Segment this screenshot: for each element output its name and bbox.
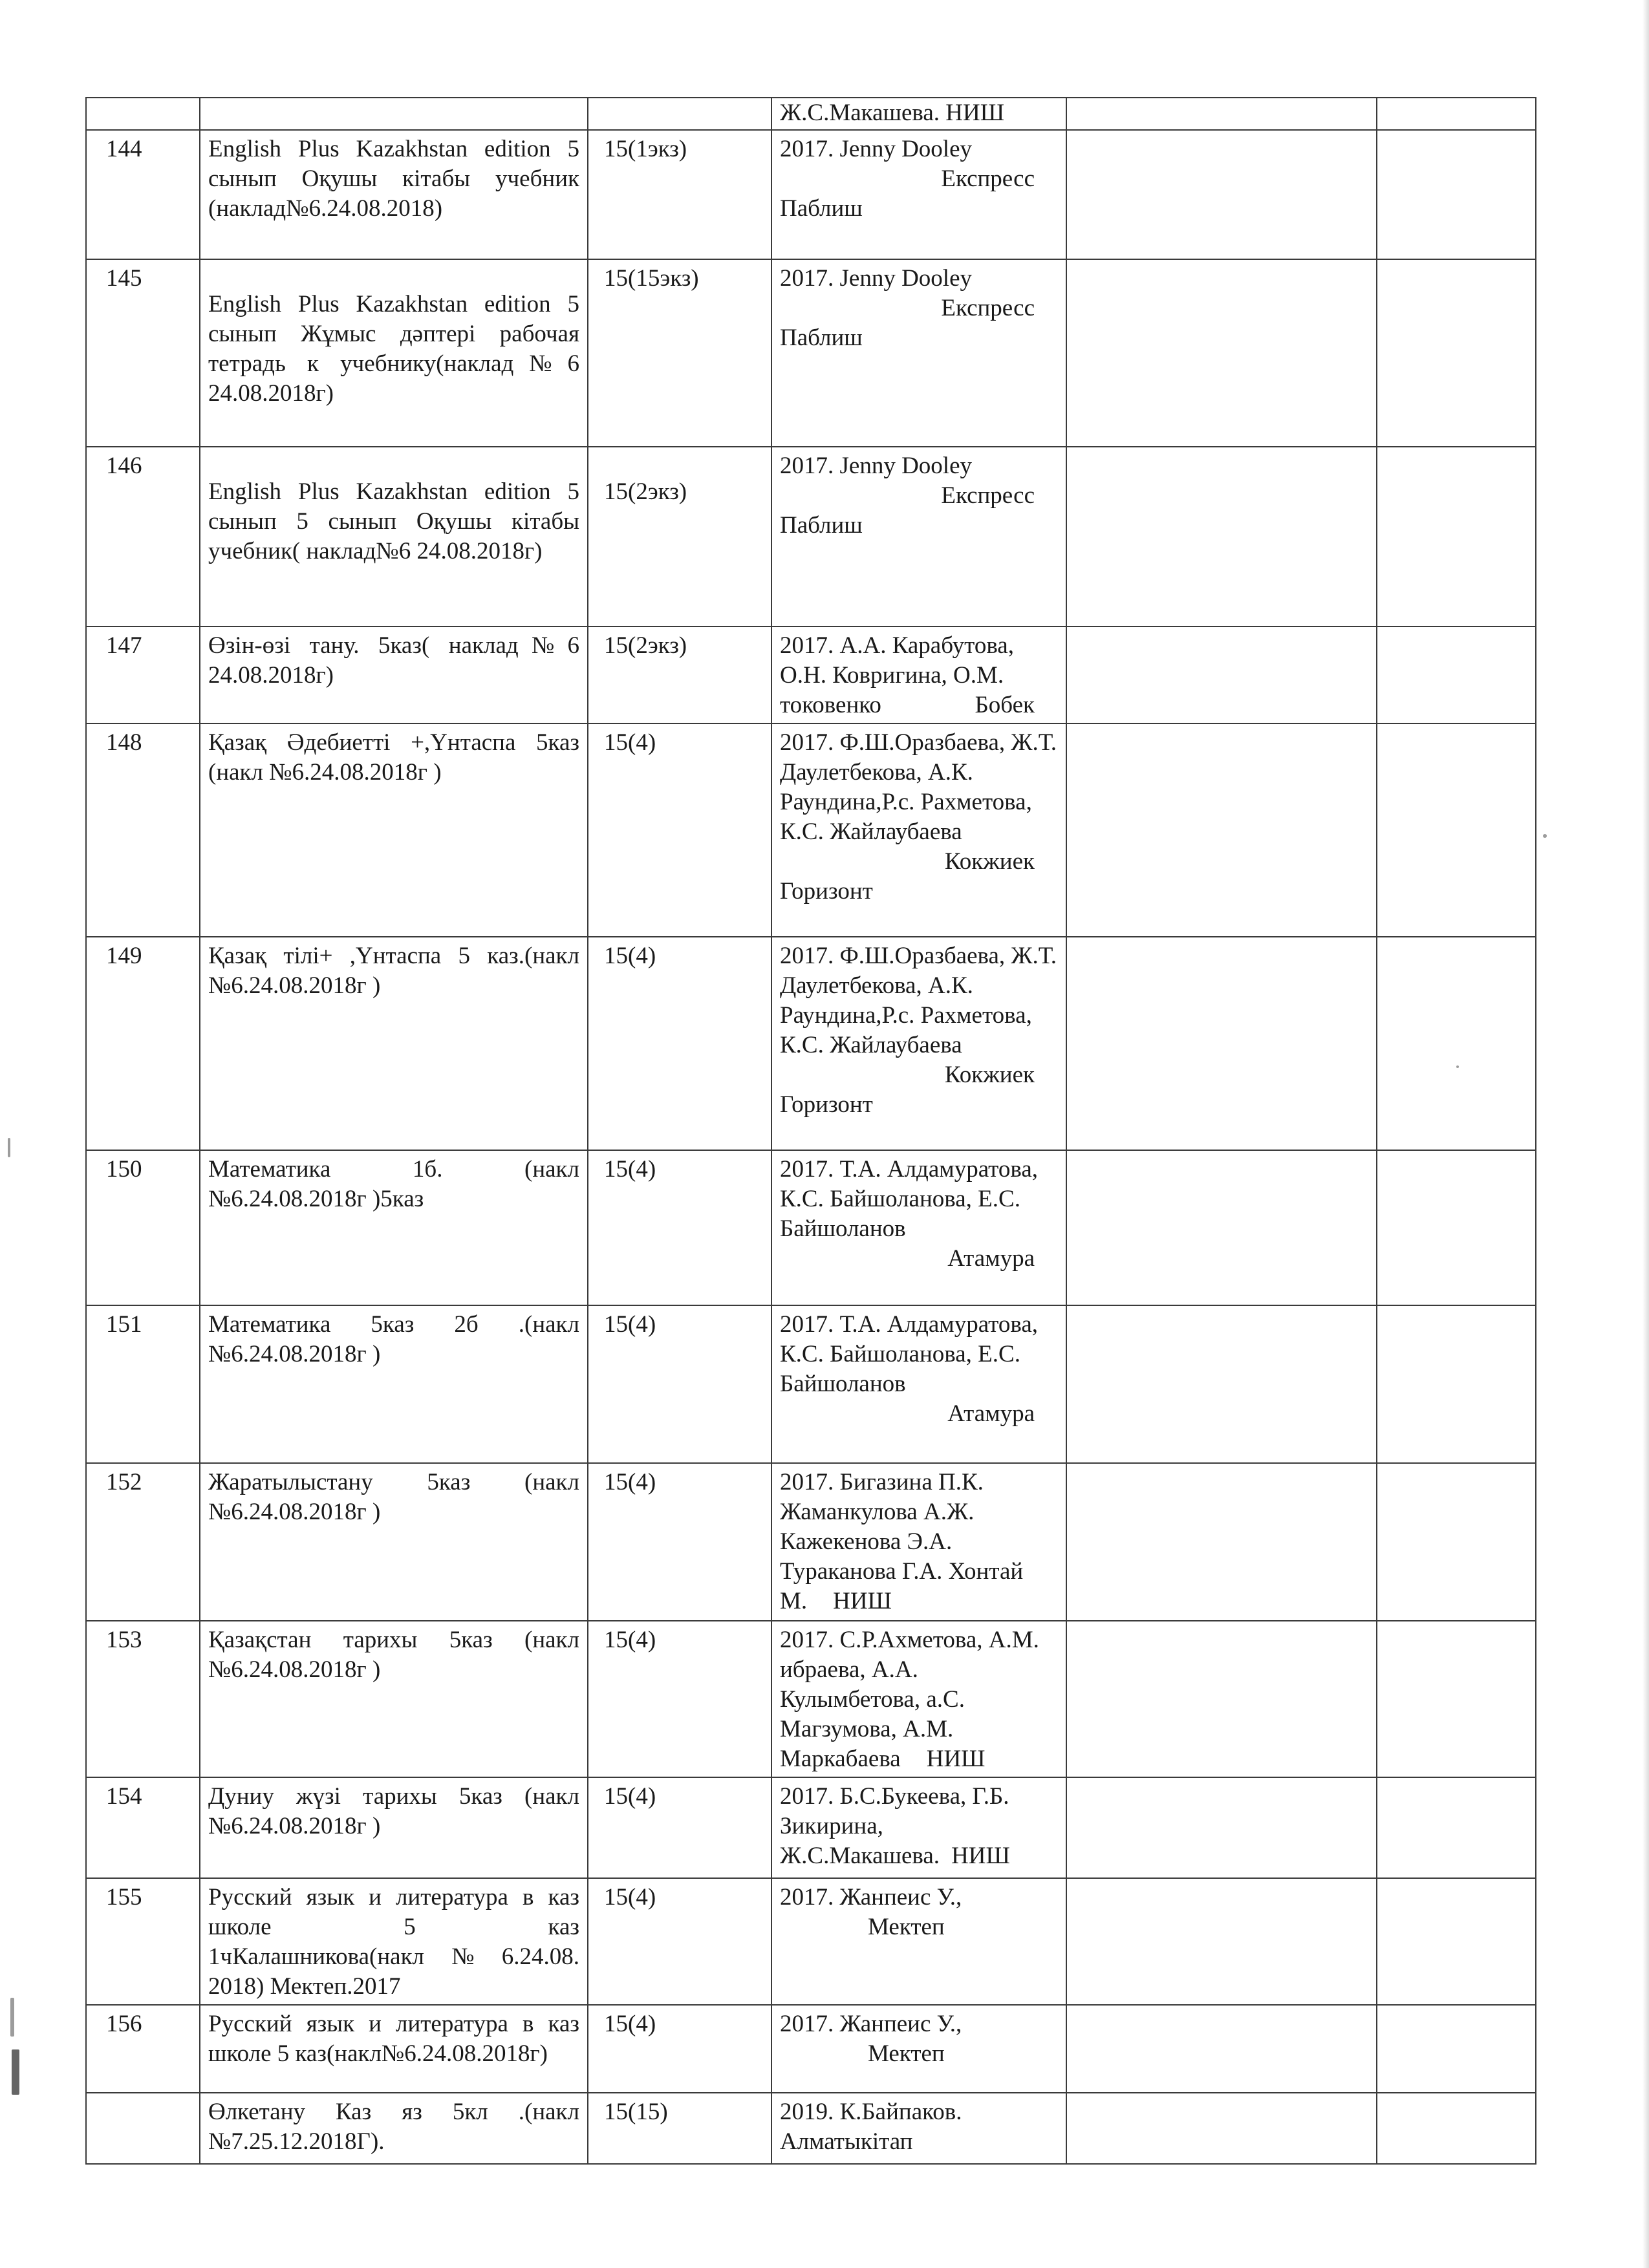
table-row bbox=[86, 626, 1536, 723]
book-title bbox=[200, 1621, 588, 1777]
empty-cell bbox=[1377, 98, 1536, 130]
textbook-table bbox=[85, 97, 1536, 2165]
row-number: 150 bbox=[86, 1150, 200, 1305]
book-title bbox=[200, 1777, 588, 1878]
empty-cell bbox=[1377, 937, 1536, 1150]
scan-speck bbox=[1456, 1065, 1459, 1068]
book-title-text: Математика 1б. (накл №6.24.08.2018г )5каз bbox=[208, 1156, 579, 1212]
book-title-text: Өзін-өзі тану. 5каз( наклад№6 24.08.2018г) bbox=[208, 632, 579, 689]
quantity bbox=[588, 447, 771, 626]
publisher-info bbox=[771, 1463, 1066, 1621]
empty-cell bbox=[1066, 98, 1377, 130]
empty-cell bbox=[1377, 1777, 1536, 1878]
publisher-info bbox=[771, 259, 1066, 447]
publishing-house: Атамура bbox=[947, 1245, 1035, 1272]
publishing-house: НИШ bbox=[926, 1746, 986, 1772]
publisher-info bbox=[771, 1305, 1066, 1463]
publisher-authors: 2017. С.Р.Ахметова, А.М. ибраева, А.А. Кулымбетова, а.С. Магзумова, А.М. Маркабаева bbox=[780, 1627, 1039, 1772]
row-number bbox=[86, 98, 200, 130]
book-title-text: English Plus Kazakhstan edition 5 сынып Оқушы кітабы учебник (наклад№6.24.08.2018) bbox=[208, 136, 579, 222]
empty-cell bbox=[1066, 1621, 1377, 1777]
empty-cell bbox=[1377, 1878, 1536, 2005]
book-title bbox=[200, 626, 588, 723]
book-title bbox=[200, 1305, 588, 1463]
book-title bbox=[200, 130, 588, 259]
publishing-house: Мектеп bbox=[868, 1914, 945, 1940]
scan-edge-shadow bbox=[1643, 0, 1649, 2268]
table-row bbox=[86, 447, 1536, 626]
empty-cell bbox=[1377, 626, 1536, 723]
scan-speck bbox=[12, 2049, 19, 2095]
publisher-info bbox=[771, 1777, 1066, 1878]
table-row bbox=[86, 1878, 1536, 2005]
publishing-house: НИШ bbox=[951, 1843, 1010, 1869]
publisher-info bbox=[771, 626, 1066, 723]
publisher-authors: 2017. Т.А. Алдамуратова, К.С. Байшоланова, Е.С. Байшоланов bbox=[780, 1311, 1039, 1397]
publisher-info bbox=[771, 2093, 1066, 2164]
quantity: 15(4) bbox=[588, 937, 771, 1150]
table-row bbox=[86, 1463, 1536, 1621]
row-number: 148 bbox=[86, 723, 200, 937]
book-title bbox=[200, 98, 588, 130]
quantity: 15(4) bbox=[588, 1463, 771, 1621]
quantity: 15(1экз) bbox=[588, 130, 771, 259]
row-number: 152 bbox=[86, 1463, 200, 1621]
table-row bbox=[86, 1150, 1536, 1305]
empty-cell bbox=[1066, 1878, 1377, 2005]
row-number: 151 bbox=[86, 1305, 200, 1463]
row-number: 153 bbox=[86, 1621, 200, 1777]
empty-cell bbox=[1377, 2005, 1536, 2093]
publisher-authors: 2017. Жанпеис У., bbox=[780, 1884, 962, 1910]
empty-cell bbox=[1377, 723, 1536, 937]
table-row bbox=[86, 259, 1536, 447]
publisher-info bbox=[771, 98, 1066, 130]
empty-cell bbox=[1066, 2093, 1377, 2164]
publisher-authors: 2019. К.Байпаков. Алматыкітап bbox=[780, 2099, 962, 2155]
row-number: 155 bbox=[86, 1878, 200, 2005]
publisher-authors: 2017. Ф.Ш.Оразбаева, Ж.Т. Даулетбекова, А.К. Раундина,Р.с. Рахметова, К.С. Жайлаубаева bbox=[780, 943, 1057, 1058]
quantity: 15(4) bbox=[588, 1150, 771, 1305]
publisher-info bbox=[771, 2005, 1066, 2093]
empty-cell bbox=[1066, 130, 1377, 259]
publishing-house: Мектеп bbox=[868, 2040, 945, 2067]
publishing-house: Кокжиек bbox=[944, 848, 1035, 875]
book-title-text: Қазақ Әдебиетті +,Үнтаспа 5каз (накл №6.24.08.2018г ) bbox=[208, 729, 579, 786]
empty-cell bbox=[1066, 626, 1377, 723]
quantity: 15(4) bbox=[588, 1305, 771, 1463]
table-row bbox=[86, 98, 1536, 130]
publishing-house-tail: Горизонт bbox=[780, 878, 873, 904]
publishing-house: НИШ bbox=[833, 1588, 892, 1614]
publisher-info bbox=[771, 1878, 1066, 2005]
book-title bbox=[200, 1463, 588, 1621]
book-title bbox=[200, 1150, 588, 1305]
empty-cell bbox=[1377, 1621, 1536, 1777]
publisher-authors: 2017. Ф.Ш.Оразбаева, Ж.Т. Даулетбекова, А.К. Раундина,Р.с. Рахметова, К.С. Жайлаубаева bbox=[780, 729, 1057, 845]
publishing-house-tail: Паблиш bbox=[780, 325, 863, 351]
quantity: 15(4) bbox=[588, 1878, 771, 2005]
scan-speck bbox=[8, 1138, 10, 1157]
publishing-house: Бобек bbox=[975, 692, 1035, 718]
table-row bbox=[86, 723, 1536, 937]
empty-cell bbox=[1377, 259, 1536, 447]
empty-cell bbox=[1066, 1463, 1377, 1621]
quantity: 15(4) bbox=[588, 723, 771, 937]
row-number: 156 bbox=[86, 2005, 200, 2093]
empty-cell bbox=[1066, 447, 1377, 626]
quantity: 15(2экз) bbox=[588, 626, 771, 723]
book-title-text: Жаратылыстану 5каз (накл №6.24.08.2018г ) bbox=[208, 1469, 579, 1525]
quantity: 15(15экз) bbox=[588, 259, 771, 447]
quantity: 15(4) bbox=[588, 2005, 771, 2093]
book-title bbox=[200, 2005, 588, 2093]
book-title-text: Қазақ тілі+ ,Үнтаспа 5 каз.(накл №6.24.08.2018г ) bbox=[208, 943, 579, 999]
scan-speck bbox=[1543, 834, 1547, 838]
book-title bbox=[200, 447, 588, 626]
empty-cell bbox=[1377, 1463, 1536, 1621]
table-row bbox=[86, 130, 1536, 259]
book-title-text: Математика 5каз 2б .(накл №6.24.08.2018г ) bbox=[208, 1311, 579, 1367]
publisher-info bbox=[771, 447, 1066, 626]
book-title-text: English Plus Kazakhstan edition 5 сынып Жұмыс дәптері рабочая тетрадь к учебнику(наклад№6 24.08.2018г) bbox=[208, 291, 579, 407]
row-number: 147 bbox=[86, 626, 200, 723]
quantity: 15(4) bbox=[588, 1777, 771, 1878]
book-title bbox=[200, 2093, 588, 2164]
book-title-text: Қазақстан тарихы 5каз (накл №6.24.08.2018г ) bbox=[208, 1627, 579, 1683]
publishing-house-tail: Горизонт bbox=[780, 1091, 873, 1118]
table-row bbox=[86, 1305, 1536, 1463]
book-title bbox=[200, 723, 588, 937]
empty-cell bbox=[1377, 2093, 1536, 2164]
table-row bbox=[86, 1621, 1536, 1777]
empty-cell bbox=[1066, 723, 1377, 937]
publisher-authors: 2017. Jenny Dooley bbox=[780, 265, 972, 292]
table-row bbox=[86, 937, 1536, 1150]
book-title bbox=[200, 259, 588, 447]
row-number bbox=[86, 2093, 200, 2164]
empty-cell bbox=[1066, 1305, 1377, 1463]
empty-cell bbox=[1066, 937, 1377, 1150]
publishing-house: Експресс bbox=[941, 482, 1035, 509]
quantity: 15(4) bbox=[588, 1621, 771, 1777]
publisher-authors: 2017. Жанпеис У., bbox=[780, 2011, 962, 2037]
row-number: 146 bbox=[86, 447, 200, 626]
empty-cell bbox=[1377, 447, 1536, 626]
table-row bbox=[86, 1777, 1536, 1878]
book-title-text: Өлкетану Каз яз 5кл .(накл №7.25.12.2018Г). bbox=[208, 2099, 579, 2155]
row-number: 144 bbox=[86, 130, 200, 259]
scan-speck bbox=[10, 1998, 14, 2037]
publishing-house: Кокжиек bbox=[944, 1062, 1035, 1088]
publisher-info bbox=[771, 1621, 1066, 1777]
empty-cell bbox=[1066, 2005, 1377, 2093]
empty-cell bbox=[1066, 1150, 1377, 1305]
publisher-info bbox=[771, 723, 1066, 937]
publisher-authors: 2017. Jenny Dooley bbox=[780, 453, 972, 479]
row-number: 145 bbox=[86, 259, 200, 447]
publisher-authors: 2017. Т.А. Алдамуратова, К.С. Байшоланова, Е.С. Байшоланов bbox=[780, 1156, 1039, 1242]
row-number: 149 bbox=[86, 937, 200, 1150]
empty-cell bbox=[1377, 130, 1536, 259]
publisher-info bbox=[771, 937, 1066, 1150]
book-title-text: Русский язык и литература в каз школе 5 каз(накл№6.24.08.2018г) bbox=[208, 2011, 579, 2067]
empty-cell bbox=[1066, 1777, 1377, 1878]
publisher-info bbox=[771, 130, 1066, 259]
publisher-authors: Ж.С.Макашева. НИШ bbox=[780, 100, 1005, 126]
book-title-text: English Plus Kazakhstan edition 5 сынып 5 сынып Оқушы кітабы учебник( наклад№6 24.08.2018г) bbox=[208, 478, 579, 564]
publisher-authors: 2017. Бигазина П.К. Жаманкулова А.Ж. Кажекенова Э.А. Тураканова Г.А. Хонтай М. bbox=[780, 1469, 1024, 1614]
table-row bbox=[86, 2005, 1536, 2093]
empty-cell bbox=[1377, 1150, 1536, 1305]
book-title bbox=[200, 937, 588, 1150]
publisher-authors: 2017. Б.С.Букеева, Г.Б. Зикирина, Ж.С.Макашева. bbox=[780, 1783, 1009, 1869]
publishing-house: Експресс bbox=[941, 166, 1035, 192]
book-title bbox=[200, 1878, 588, 2005]
quantity-text: 15(2экз) bbox=[604, 478, 687, 505]
book-title-text: Дуниу жүзі тарихы 5каз (накл №6.24.08.2018г ) bbox=[208, 1783, 579, 1839]
empty-cell bbox=[1377, 1305, 1536, 1463]
empty-cell bbox=[1066, 259, 1377, 447]
book-title-text: Русский язык и литература в каз школе 5 каз 1чКалашникова(накл№6.24.08. 2018) Мектеп.2017 bbox=[208, 1884, 579, 2000]
quantity: 15(15) bbox=[588, 2093, 771, 2164]
publishing-house: Атамура bbox=[947, 1400, 1035, 1427]
table-row bbox=[86, 2093, 1536, 2164]
publishing-house: Експресс bbox=[941, 295, 1035, 321]
publisher-info bbox=[771, 1150, 1066, 1305]
quantity bbox=[588, 98, 771, 130]
publisher-authors: 2017. Jenny Dooley bbox=[780, 136, 972, 162]
publishing-house-tail: Паблиш bbox=[780, 195, 863, 222]
publishing-house-tail: Паблиш bbox=[780, 512, 863, 539]
publisher-authors: 2017. А.А. Карабутова, О.Н. Ковригина, О.М. токовенко bbox=[780, 632, 1014, 718]
row-number: 154 bbox=[86, 1777, 200, 1878]
